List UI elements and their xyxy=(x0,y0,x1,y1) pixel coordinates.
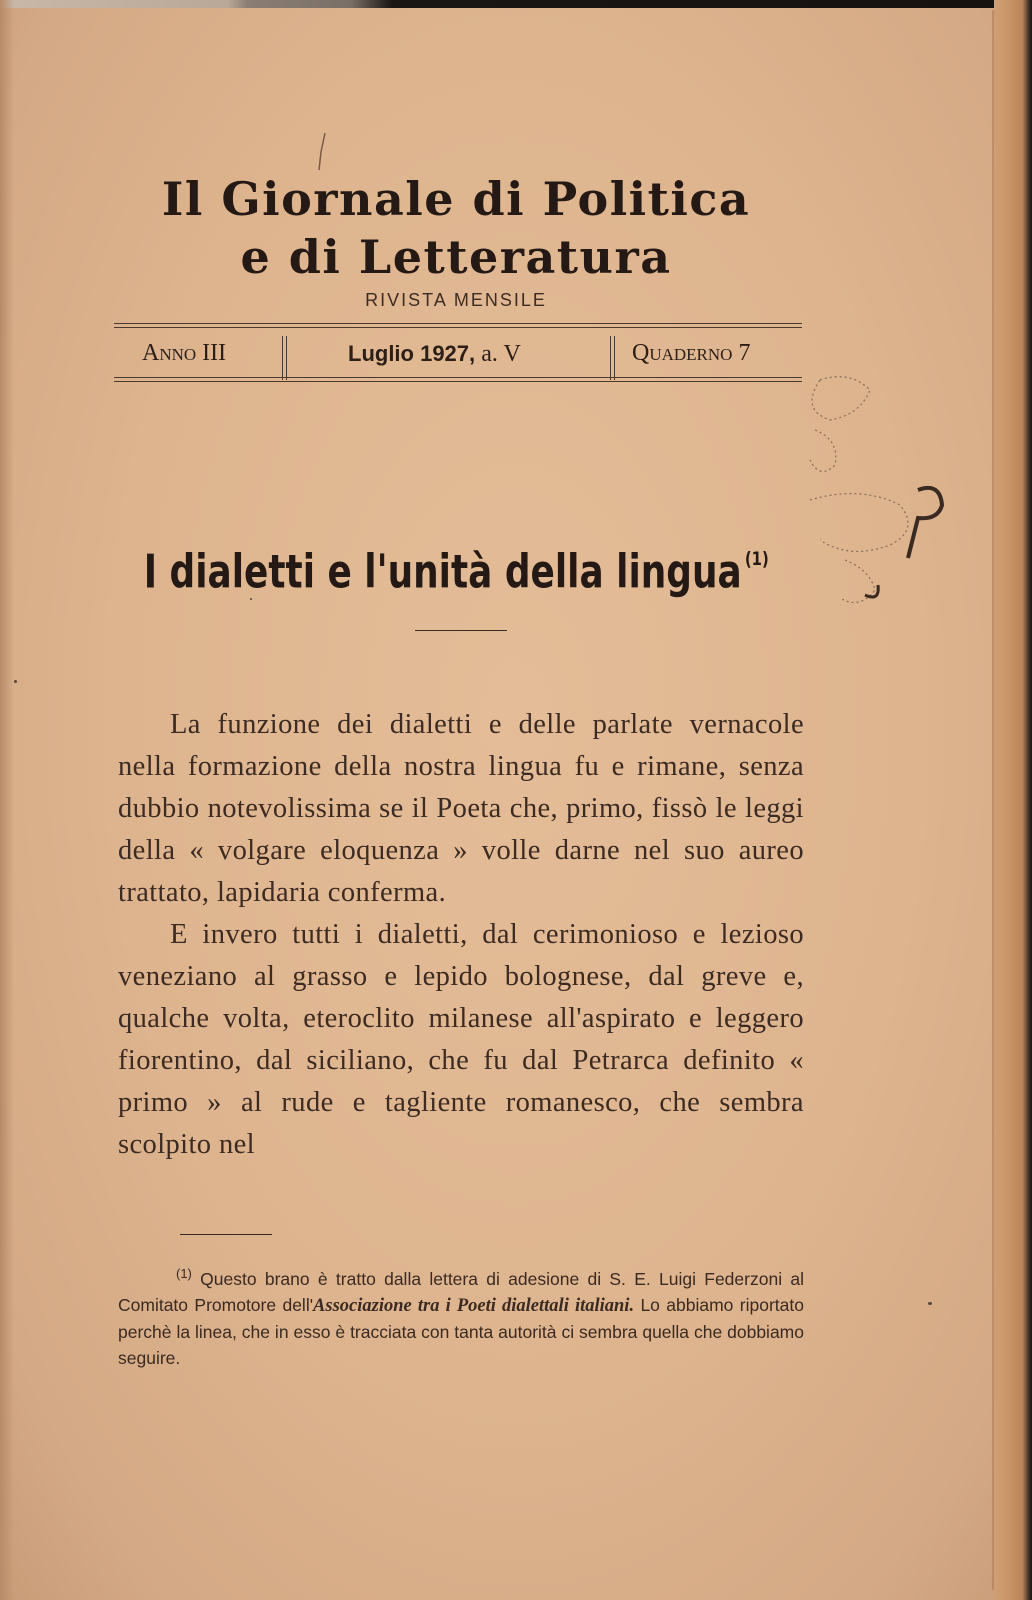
article-title-text: I dialetti e l'unità della lingua xyxy=(143,544,742,599)
footnote-text-end: Lo abbiamo riportato perchè la linea, che in esso è tracciata con tanta autorità ci sembra quella che dobbiamo seguire. xyxy=(118,1294,804,1368)
page-fold-line xyxy=(992,10,994,1590)
issue-year: Anno III xyxy=(142,340,227,366)
library-stamp-mark xyxy=(790,370,960,620)
issue-bar-top-rule xyxy=(114,323,802,324)
journal-subtitle: RIVISTA MENSILE xyxy=(365,290,547,310)
issue-number: Quaderno 7 xyxy=(632,340,751,366)
footnote-text: Questo brano è tratto dalla lettera di adesione di S. E. Luigi Federzoni al Comitato Promotore dell' xyxy=(118,1268,804,1315)
body-paragraph: E invero tutti i dialetti, dal cerimonioso e lezioso veneziano al grasso e lepido bolognese, dal greve e, qualche volta, eteroclito milanese all'aspirato e leggero fiorentino, dal siciliano, che fu dal Petrarca definito « primo » al rude e tagliente romanesco, che sembra scolpito nel xyxy=(118,919,804,1160)
paper-speck xyxy=(14,680,17,683)
issue-date-suffix: a. V xyxy=(481,341,521,367)
footnote-marker: (1) xyxy=(176,1266,192,1281)
issue-bar-divider xyxy=(610,336,611,380)
journal-title-line-2: e di Letteratura xyxy=(240,230,672,284)
article-title xyxy=(101,535,812,601)
journal-title xyxy=(0,170,912,286)
footnote xyxy=(118,1261,804,1371)
journal-title-line-1: Il Giornale di Politica xyxy=(161,172,751,226)
article-body xyxy=(118,704,804,1166)
scan-top-edge xyxy=(0,0,1032,8)
title-rule xyxy=(415,630,507,631)
page-right-edge xyxy=(994,0,1032,1600)
footnote-italic-text: Associazione tra i Poeti dialettali italiani. xyxy=(313,1295,635,1316)
paper-speck xyxy=(250,598,252,600)
issue-info-bar xyxy=(114,323,802,385)
issue-bar-divider-2 xyxy=(614,336,615,380)
issue-bar-bottom-rule xyxy=(114,377,802,378)
footnote-reference: (1) xyxy=(744,548,769,570)
paper-speck xyxy=(928,1302,932,1305)
issue-bar-top-rule-2 xyxy=(114,327,802,328)
pencil-tick-mark xyxy=(318,132,326,172)
issue-bar-bottom-rule-2 xyxy=(114,381,802,382)
issue-bar-divider-2 xyxy=(286,336,287,380)
issue-date xyxy=(348,341,521,368)
issue-date-text: Luglio 1927, xyxy=(348,341,476,366)
footnote-rule xyxy=(180,1234,272,1235)
body-paragraph: La funzione dei dialetti e delle parlate vernacole nella formazione della nostra lingua fu e rimane, senza dubbio notevolissima se il Poeta che, primo, fissò le leggi della « volgare eloquenza » volle darne nel suo aureo trattato, lapidaria conferma. xyxy=(118,709,804,908)
issue-bar-divider xyxy=(282,336,283,380)
